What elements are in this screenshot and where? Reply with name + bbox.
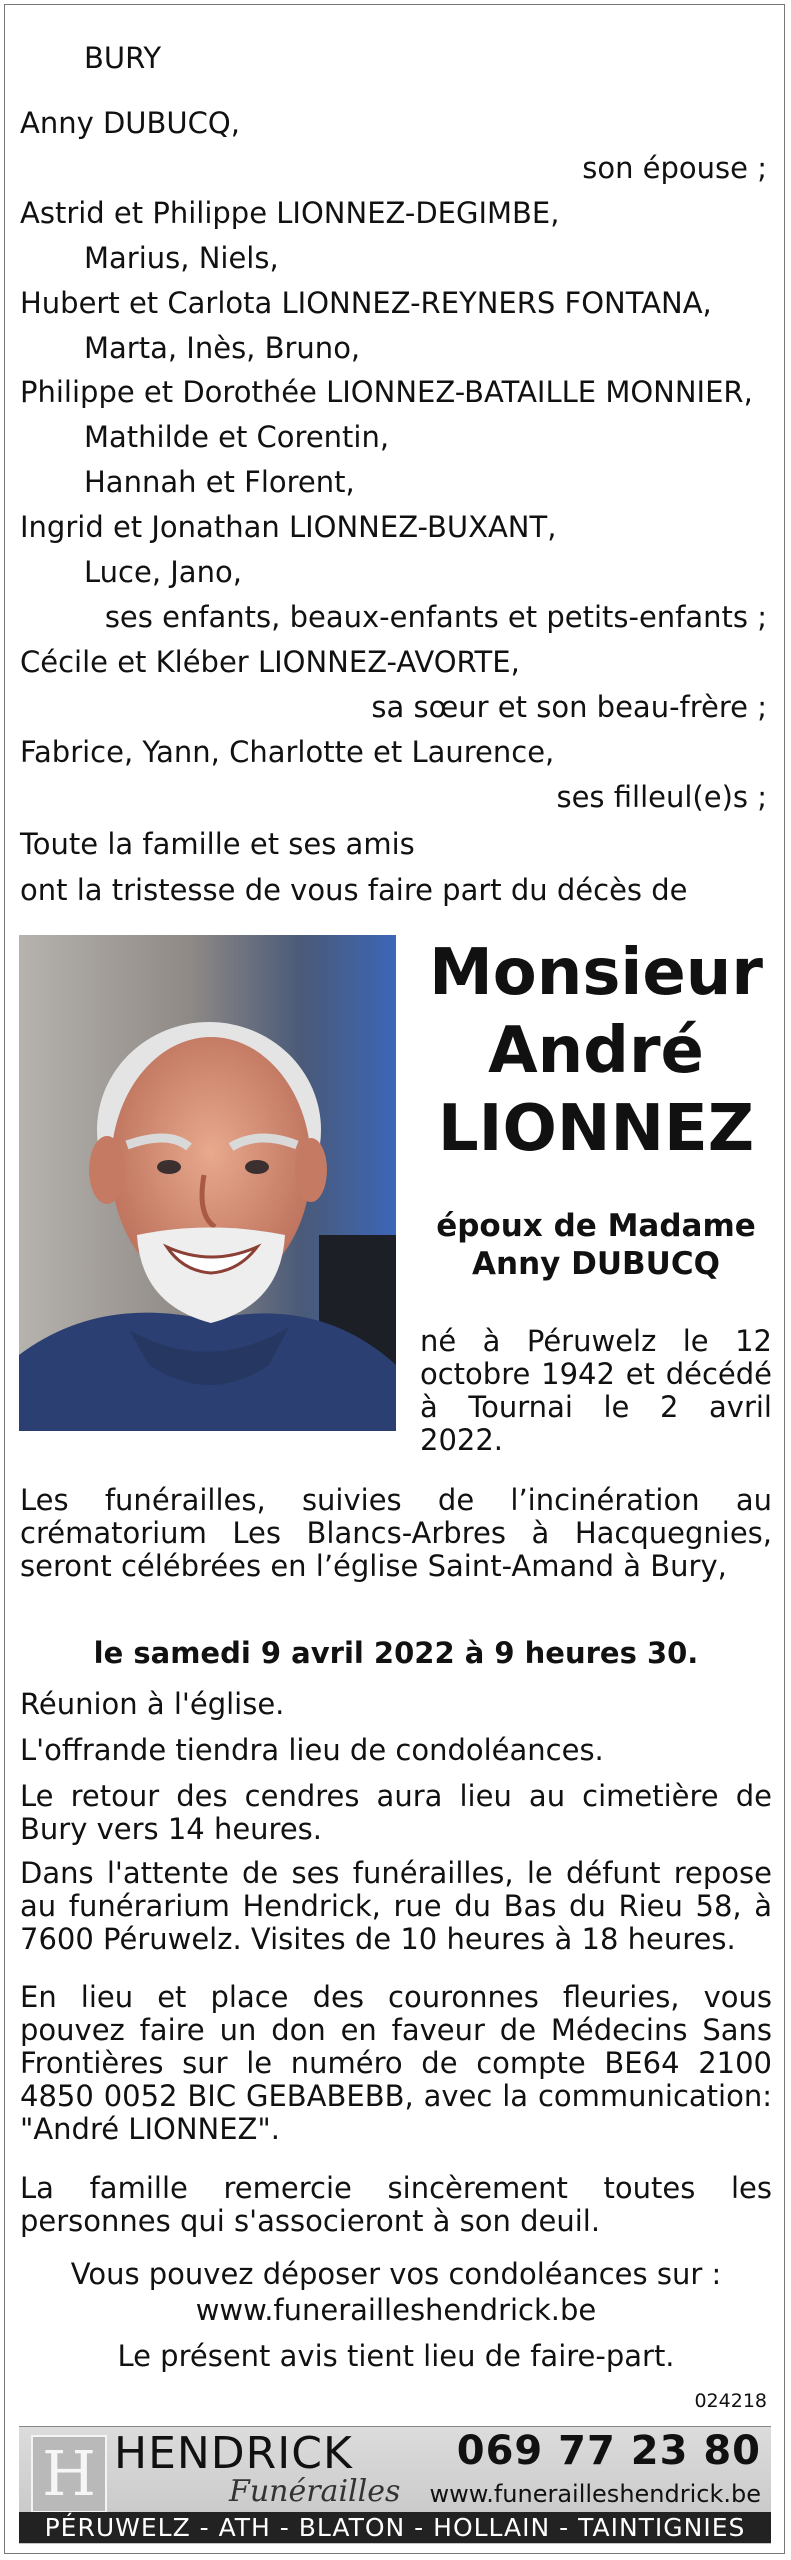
relation-label: sa sœur et son beau-frère ;	[371, 690, 767, 724]
deceased-last-name: LIONNEZ	[437, 1092, 755, 1166]
spouse-line-2: Anny DUBUCQ	[472, 1246, 720, 1282]
family-member-line: Marta, Inès, Bruno,	[84, 331, 361, 365]
family-friends-line: Toute la famille et ses amis	[20, 827, 415, 861]
notice-text: Le présent avis tient lieu de faire-part.	[117, 2339, 675, 2373]
family-member-line: Marius, Niels,	[84, 241, 279, 275]
spouse-name: Anny DUBUCQ,	[20, 106, 240, 140]
funeral-date: le samedi 9 avril 2022 à 9 heures 30.	[93, 1636, 699, 1670]
family-member-line: Luce, Jano,	[84, 555, 242, 589]
logo-letter: H	[41, 2437, 97, 2510]
condolences-line: Vous pouvez déposer vos condoléances sur :	[70, 2257, 722, 2291]
deceased-first-name: André	[488, 1014, 704, 1088]
locations-bar: PÉRUWELZ - ATH - BLATON - HOLLAIN - TAINTIGNIES	[19, 2512, 771, 2543]
logo-box	[31, 2435, 107, 2513]
family-member-line: Mathilde et Corentin,	[84, 420, 390, 454]
spouse-line-1: époux de Madame	[436, 1208, 756, 1244]
family-member-line: Ingrid et Jonathan LIONNEZ-BUXANT,	[20, 510, 557, 544]
meeting-text: Réunion à l'église.	[20, 1687, 285, 1721]
deceased-title: Monsieur	[429, 936, 763, 1010]
company-subtitle: Funérailles	[229, 2474, 401, 2509]
rest-text: Dans l'attente de ses funérailles, le défunt repose au funérarium Hendrick, rue du Bas du Rieu 58, à 7600 Péruwelz. Visites de 10 heures à 18 heures.	[20, 1856, 772, 1956]
thanks-text: La famille remercie sincèrement toutes les personnes qui s'associeront à son deuil.	[20, 2171, 772, 2238]
phone-number: 069 77 23 80	[456, 2428, 761, 2474]
relation-label: son épouse ;	[582, 151, 767, 185]
town-name: BURY	[84, 41, 162, 75]
family-member-line: Hannah et Florent,	[84, 465, 355, 499]
condolences-url: www.funerailleshendrick.be	[195, 2293, 597, 2327]
funeral-details: Les funérailles, suivies de l’incinération au crématorium Les Blancs-Arbres à Hacquegnies, seront célébrées en l’église Saint-Amand à Bury,	[20, 1483, 772, 1583]
relation-label: ses enfants, beaux-enfants et petits-enfants ;	[104, 600, 767, 634]
birth-death-text: né à Péruwelz le 12 octobre 1942 et décédé à Tournai le 2 avril 2022.	[420, 1324, 772, 1457]
family-member-line: Hubert et Carlota LIONNEZ-REYNERS FONTANA,	[20, 286, 712, 320]
portrait-photo	[19, 935, 396, 1431]
offering-text: L'offrande tiendra lieu de condoléances.	[20, 1733, 604, 1767]
company-name: HENDRICK	[114, 2428, 353, 2479]
family-member-line: Philippe et Dorothée LIONNEZ-BATAILLE MONNIER,	[20, 375, 753, 409]
website-link: www.funerailleshendrick.be	[429, 2480, 761, 2508]
donation-text: En lieu et place des couronnes fleuries, vous pouvez faire un don en faveur de Médecins Sans Frontières sur le numéro de compte BE64 2100 4850 0052 BIC GEBABEBB, avec la communication: "André LIONNEZ".	[20, 1980, 772, 2146]
ad-code: 024218	[694, 2390, 767, 2412]
family-member-line: Astrid et Philippe LIONNEZ-DEGIMBE,	[20, 196, 560, 230]
relation-label: ses filleul(e)s ;	[556, 780, 767, 814]
family-member-line: Cécile et Kléber LIONNEZ-AVORTE,	[20, 645, 520, 679]
announcement-line: ont la tristesse de vous faire part du décès de	[20, 873, 688, 907]
family-member-line: Fabrice, Yann, Charlotte et Laurence,	[20, 735, 555, 769]
ashes-text: Le retour des cendres aura lieu au cimetière de Bury vers 14 heures.	[20, 1779, 772, 1846]
